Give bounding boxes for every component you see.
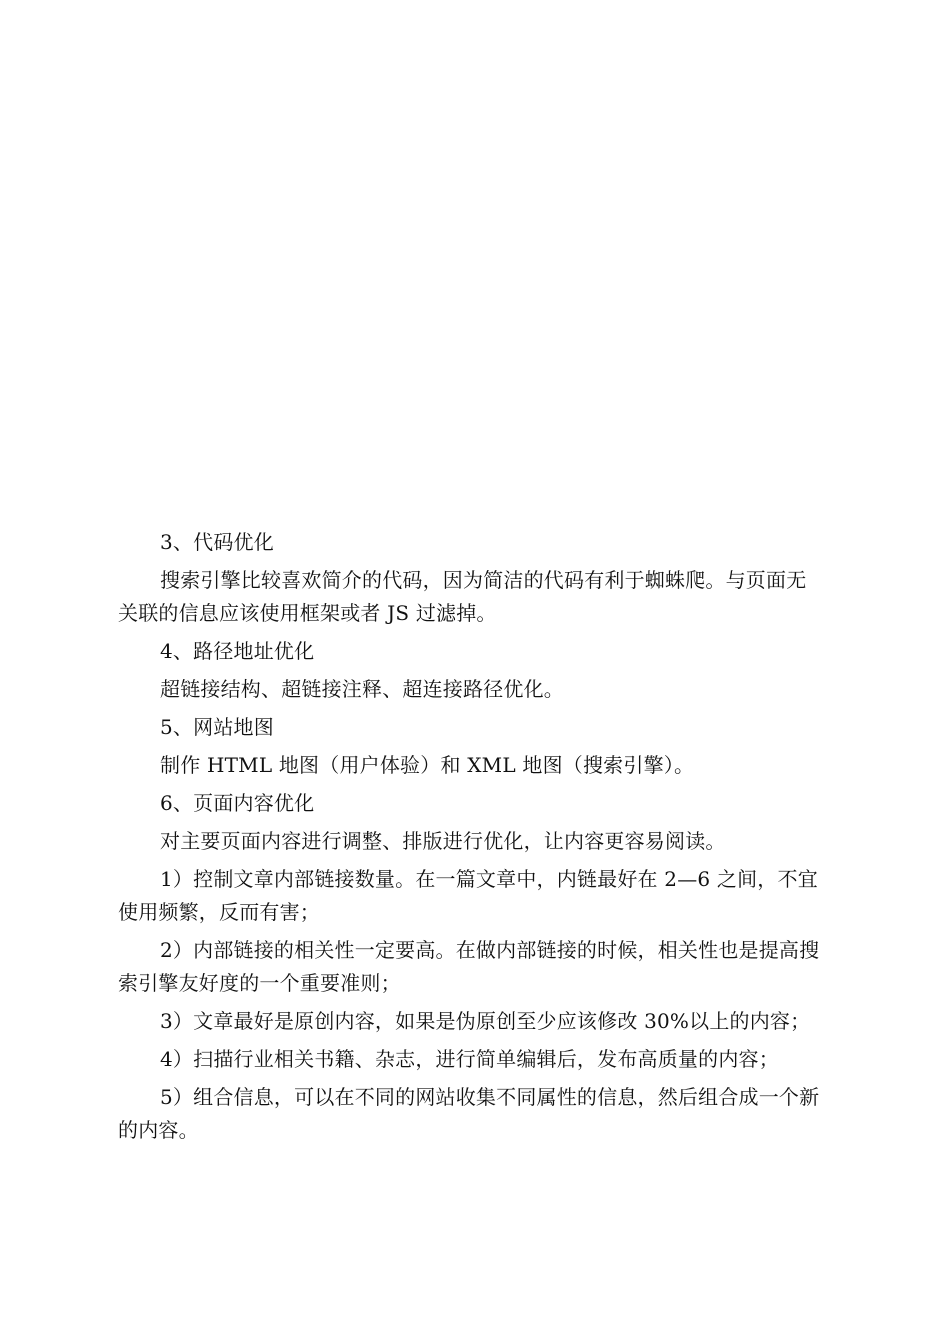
list-item-internal-link-count: 1）控制文章内部链接数量。在一篇文章中，内链最好在 2—6 之间，不宜使用频繁，反而有害； (118, 867, 818, 924)
section-heading-path-optimization: 4、路径地址优化 (160, 639, 315, 663)
list-item-link-relevance: 2）内部链接的相关性一定要高。在做内部链接的时候，相关性也是提高搜索引擎友好度的一个重要准则； (118, 938, 820, 995)
paragraph-content-optimization: 对主要页面内容进行调整、排版进行优化，让内容更容易阅读。 (160, 829, 726, 853)
paragraph-sitemap: 制作 HTML 地图（用户体验）和 XML 地图（搜索引擎）。 (160, 753, 695, 777)
list-item-original-content: 3）文章最好是原创内容，如果是伪原创至少应该修改 30%以上的内容； (160, 1009, 811, 1033)
paragraph-path-optimization: 超链接结构、超链接注释、超连接路径优化。 (160, 677, 564, 701)
section-heading-sitemap: 5、网站地图 (160, 715, 274, 739)
paragraph-code-optimization: 搜索引擎比较喜欢简介的代码，因为简洁的代码有利于蜘蛛爬。与页面无关联的信息应该使用框架或者 JS 过滤掉。 (118, 568, 807, 625)
list-item-combine-info: 5）组合信息，可以在不同的网站收集不同属性的信息，然后组合成一个新的内容。 (118, 1085, 820, 1142)
document-body (118, 526, 820, 1152)
list-item-scan-books: 4）扫描行业相关书籍、杂志，进行简单编辑后，发布高质量的内容； (160, 1047, 779, 1071)
section-heading-content-optimization: 6、页面内容优化 (160, 791, 315, 815)
section-heading-code-optimization: 3、代码优化 (160, 530, 274, 554)
